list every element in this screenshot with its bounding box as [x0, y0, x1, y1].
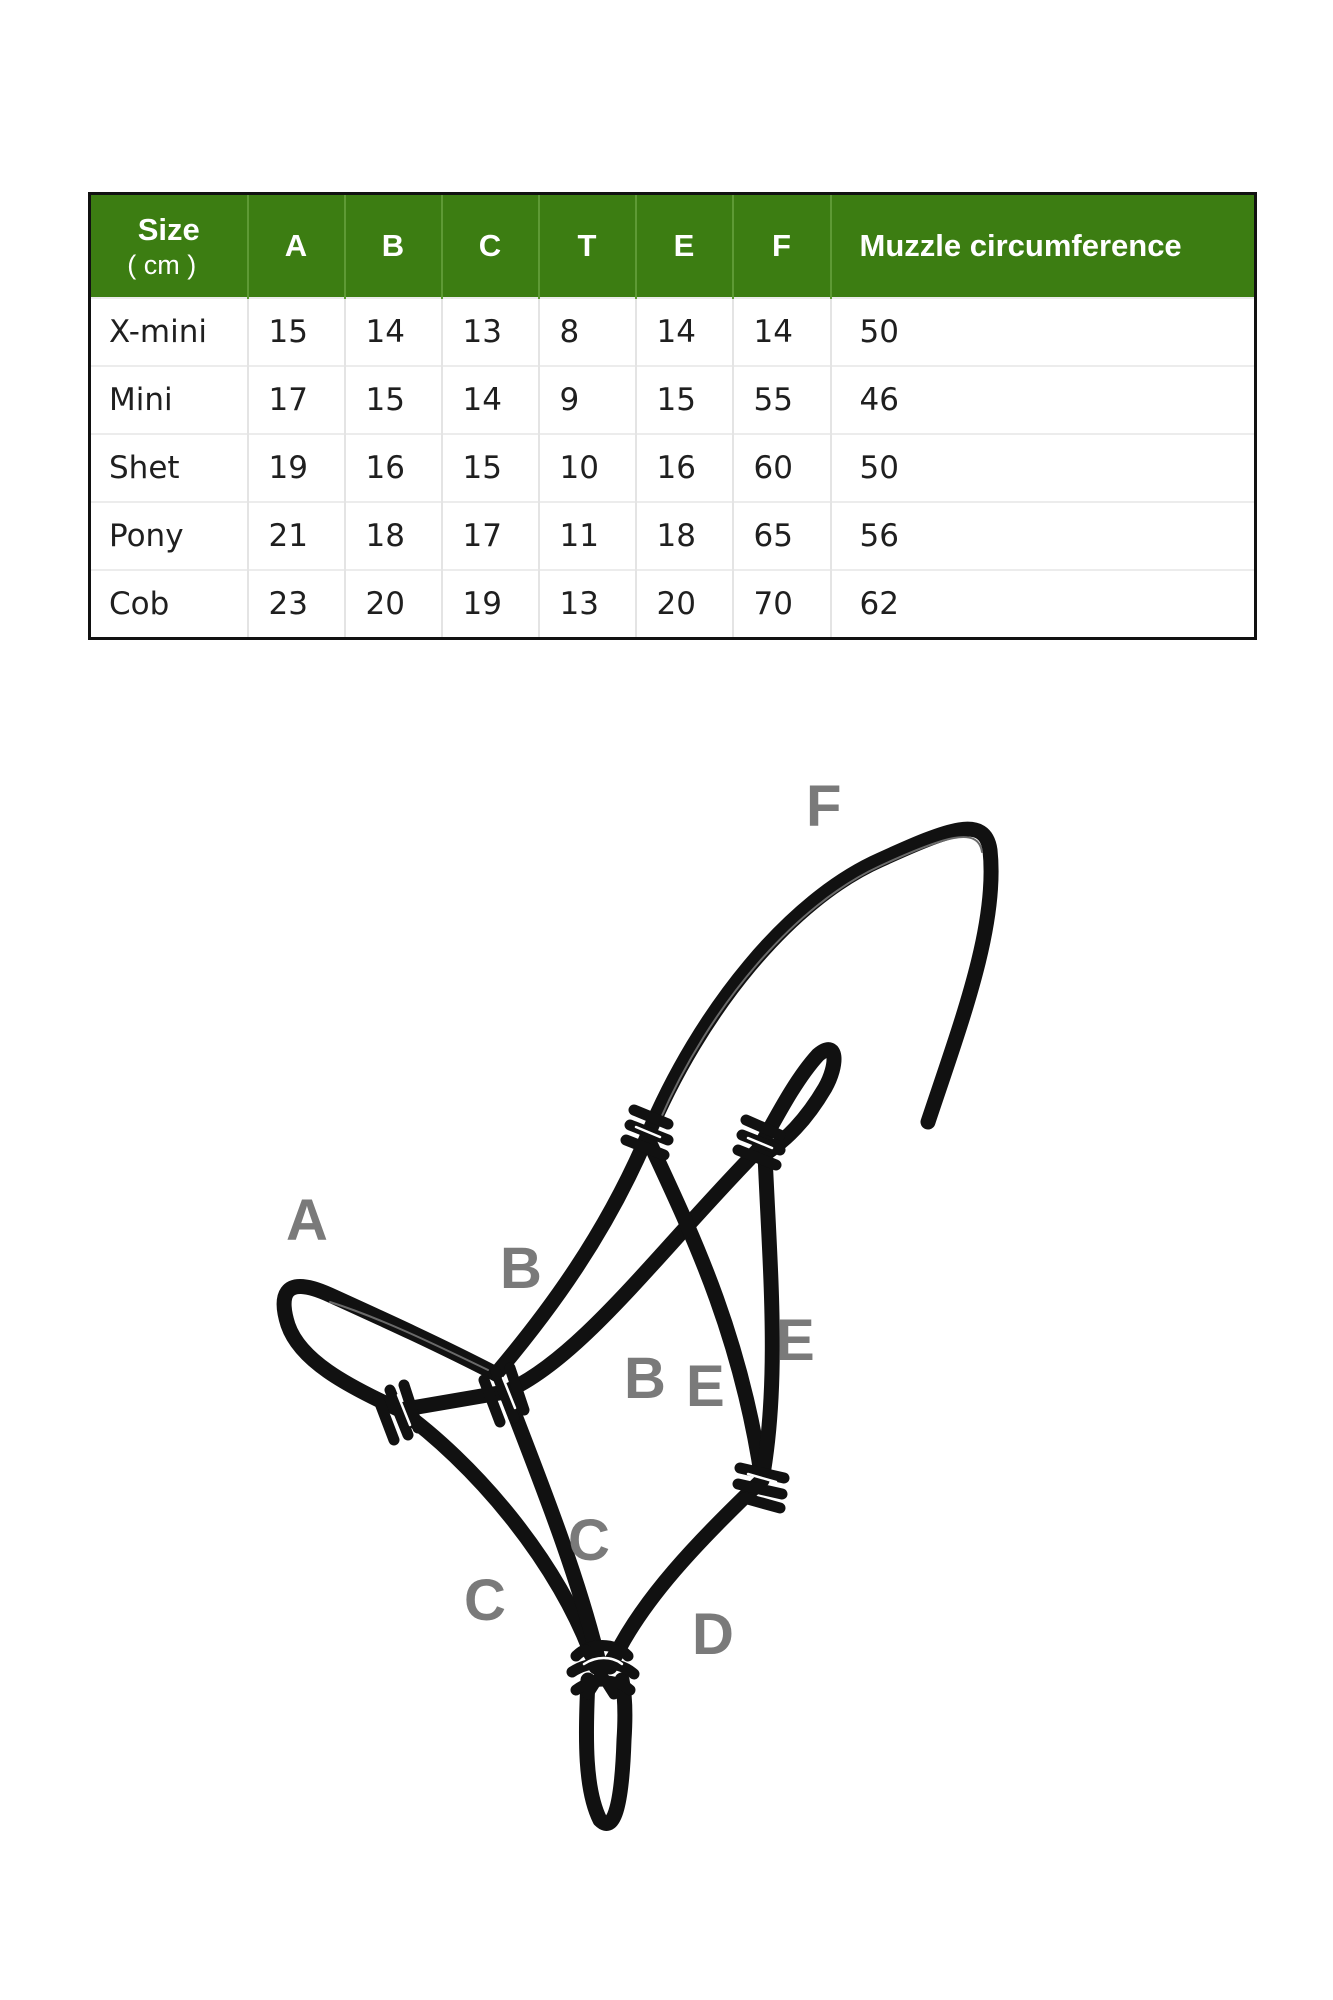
cell-a: 23 — [248, 570, 345, 639]
rope-crown-shading — [660, 837, 982, 1120]
cell-size: X-mini — [90, 298, 248, 366]
cell-muzzle: 56 — [831, 502, 1256, 570]
cell-size: Mini — [90, 366, 248, 434]
label-d: D — [692, 1602, 734, 1667]
label-f: F — [806, 774, 842, 839]
cell-f: 60 — [733, 434, 831, 502]
size-table — [88, 192, 1257, 640]
table-header-row — [90, 194, 1256, 299]
header-col-c: C — [442, 194, 539, 299]
header-col-b: B — [345, 194, 442, 299]
header-muzzle: Muzzle circumference — [831, 194, 1256, 299]
table-row — [90, 298, 1256, 366]
cell-e: 16 — [636, 434, 733, 502]
table-row — [90, 502, 1256, 570]
rope-lead-loop — [586, 1680, 624, 1823]
cell-t: 9 — [539, 366, 636, 434]
header-col-f: F — [733, 194, 831, 299]
label-c-right: C — [568, 1508, 610, 1573]
cell-a: 17 — [248, 366, 345, 434]
knot-noseband-left — [378, 1385, 418, 1440]
cell-e: 15 — [636, 366, 733, 434]
label-a: A — [286, 1188, 328, 1253]
label-b-upper: B — [500, 1236, 542, 1301]
cell-c: 15 — [442, 434, 539, 502]
cell-b: 14 — [345, 298, 442, 366]
label-e-right: E — [776, 1308, 815, 1373]
cell-a: 19 — [248, 434, 345, 502]
halter-diagram — [0, 700, 1333, 2000]
header-size — [90, 194, 248, 299]
cell-t: 11 — [539, 502, 636, 570]
cell-size: Pony — [90, 502, 248, 570]
cell-size: Cob — [90, 570, 248, 639]
cell-e: 20 — [636, 570, 733, 639]
header-col-t: T — [539, 194, 636, 299]
cell-t: 8 — [539, 298, 636, 366]
cell-b: 16 — [345, 434, 442, 502]
cell-size: Shet — [90, 434, 248, 502]
cell-b: 18 — [345, 502, 442, 570]
label-e-middle: E — [686, 1354, 725, 1419]
header-col-e: E — [636, 194, 733, 299]
rope-throat-loop — [758, 1050, 834, 1152]
knot-lower-right — [738, 1468, 784, 1508]
cell-muzzle: 46 — [831, 366, 1256, 434]
cell-b: 20 — [345, 570, 442, 639]
knot-crown-right — [738, 1120, 780, 1165]
header-size-label: Size — [137, 211, 200, 247]
cell-f: 70 — [733, 570, 831, 639]
cell-c: 13 — [442, 298, 539, 366]
cell-c: 17 — [442, 502, 539, 570]
table-row — [90, 366, 1256, 434]
cell-e: 14 — [636, 298, 733, 366]
cell-b: 15 — [345, 366, 442, 434]
knot-crown-left — [626, 1110, 668, 1155]
header-col-a: A — [248, 194, 345, 299]
cell-f: 14 — [733, 298, 831, 366]
rope-d — [610, 1480, 762, 1667]
rope-e-right — [762, 1155, 772, 1480]
cell-a: 15 — [248, 298, 345, 366]
table-row — [90, 570, 1256, 639]
cell-muzzle: 62 — [831, 570, 1256, 639]
cell-e: 18 — [636, 502, 733, 570]
table-row — [90, 434, 1256, 502]
cell-c: 19 — [442, 570, 539, 639]
cell-c: 14 — [442, 366, 539, 434]
cell-f: 65 — [733, 502, 831, 570]
cell-muzzle: 50 — [831, 298, 1256, 366]
cell-t: 13 — [539, 570, 636, 639]
label-c-left: C — [464, 1568, 506, 1633]
cell-a: 21 — [248, 502, 345, 570]
cell-f: 55 — [733, 366, 831, 434]
rope-e-middle — [647, 1137, 762, 1480]
header-unit: ( cm ) — [127, 249, 197, 280]
cell-t: 10 — [539, 434, 636, 502]
label-b-middle: B — [624, 1346, 666, 1411]
cell-muzzle: 50 — [831, 434, 1256, 502]
